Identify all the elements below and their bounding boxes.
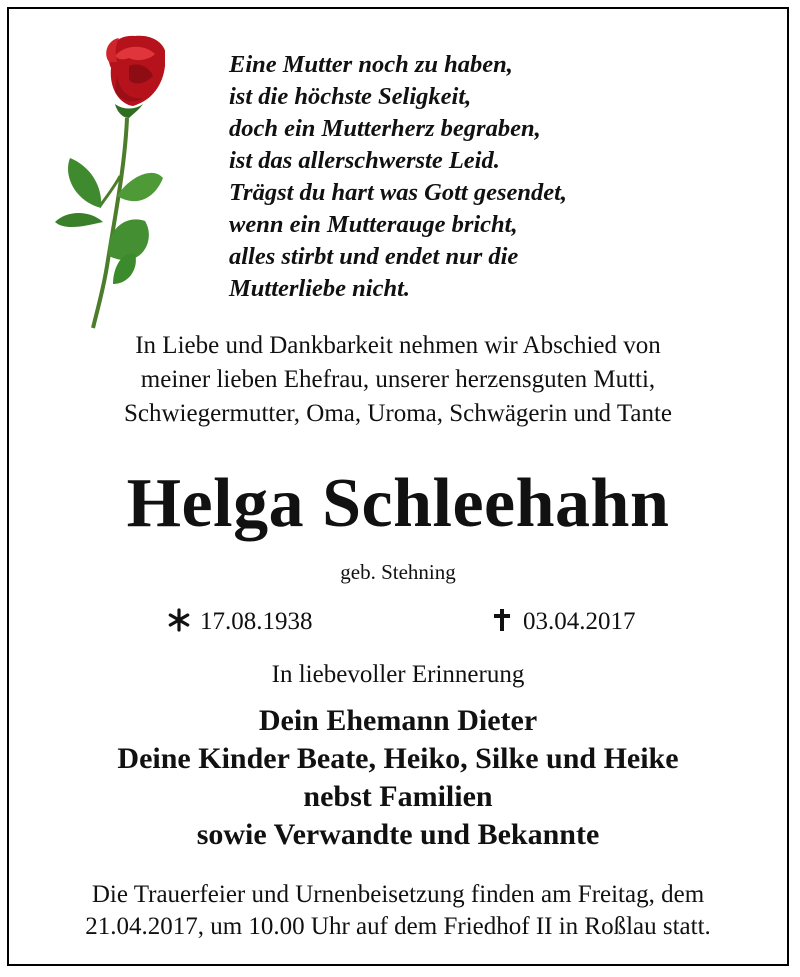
poem-line: wenn ein Mutterauge bricht, [229,211,518,238]
intro-line: meiner lieben Ehefrau, unserer herzensguten Mutti, [140,366,656,393]
funeral-service-info [9,879,787,943]
memory-line: In liebevoller Erinnerung [271,661,525,688]
birth-date [164,606,313,638]
maiden-name: geb. Stehning [340,560,456,584]
poem-line: ist die höchste Seligkeit, [229,83,472,110]
intro-text [9,329,787,431]
poem-line: alles stirbt und endet nur die [229,243,519,270]
intro-line: Schwiegermutter, Oma, Uroma, Schwägerin und Tante [123,400,673,427]
poem-line: Mutterliebe nicht. [229,275,411,302]
poem [229,49,789,305]
poem-line: Eine Mutter noch zu haben, [229,51,513,78]
intro-line: In Liebe und Dankbarkeit nehmen wir Abschied von [135,332,661,359]
poem-line: doch ein Mutterherz begraben, [229,115,541,142]
cross-death-icon [487,606,517,638]
mourner-line: Dein Ehemann Dieter [258,704,538,737]
mourner-line: sowie Verwandte und Bekannte [196,818,600,851]
rose-image [45,26,165,331]
obituary-frame [7,7,789,966]
service-line: 21.04.2017, um 10.00 Uhr auf dem Friedhof II in Roßlau statt. [85,913,711,940]
poem-line: ist das allerschwerste Leid. [229,147,500,174]
mourner-line: nebst Familien [303,780,493,813]
asterisk-birth-icon [164,606,194,638]
death-date [487,606,636,638]
service-line: Die Trauerfeier und Urnenbeisetzung finden am Freitag, dem [91,881,705,908]
mourner-line: Deine Kinder Beate, Heiko, Silke und Heike [117,742,679,775]
birth-date-value: 17.08.1938 [200,608,313,635]
death-date-value: 03.04.2017 [523,608,636,635]
deceased-name: Helga Schleehahn [126,465,670,542]
mourners-list [9,702,787,854]
poem-line: Trägst du hart was Gott gesendet, [229,179,568,206]
